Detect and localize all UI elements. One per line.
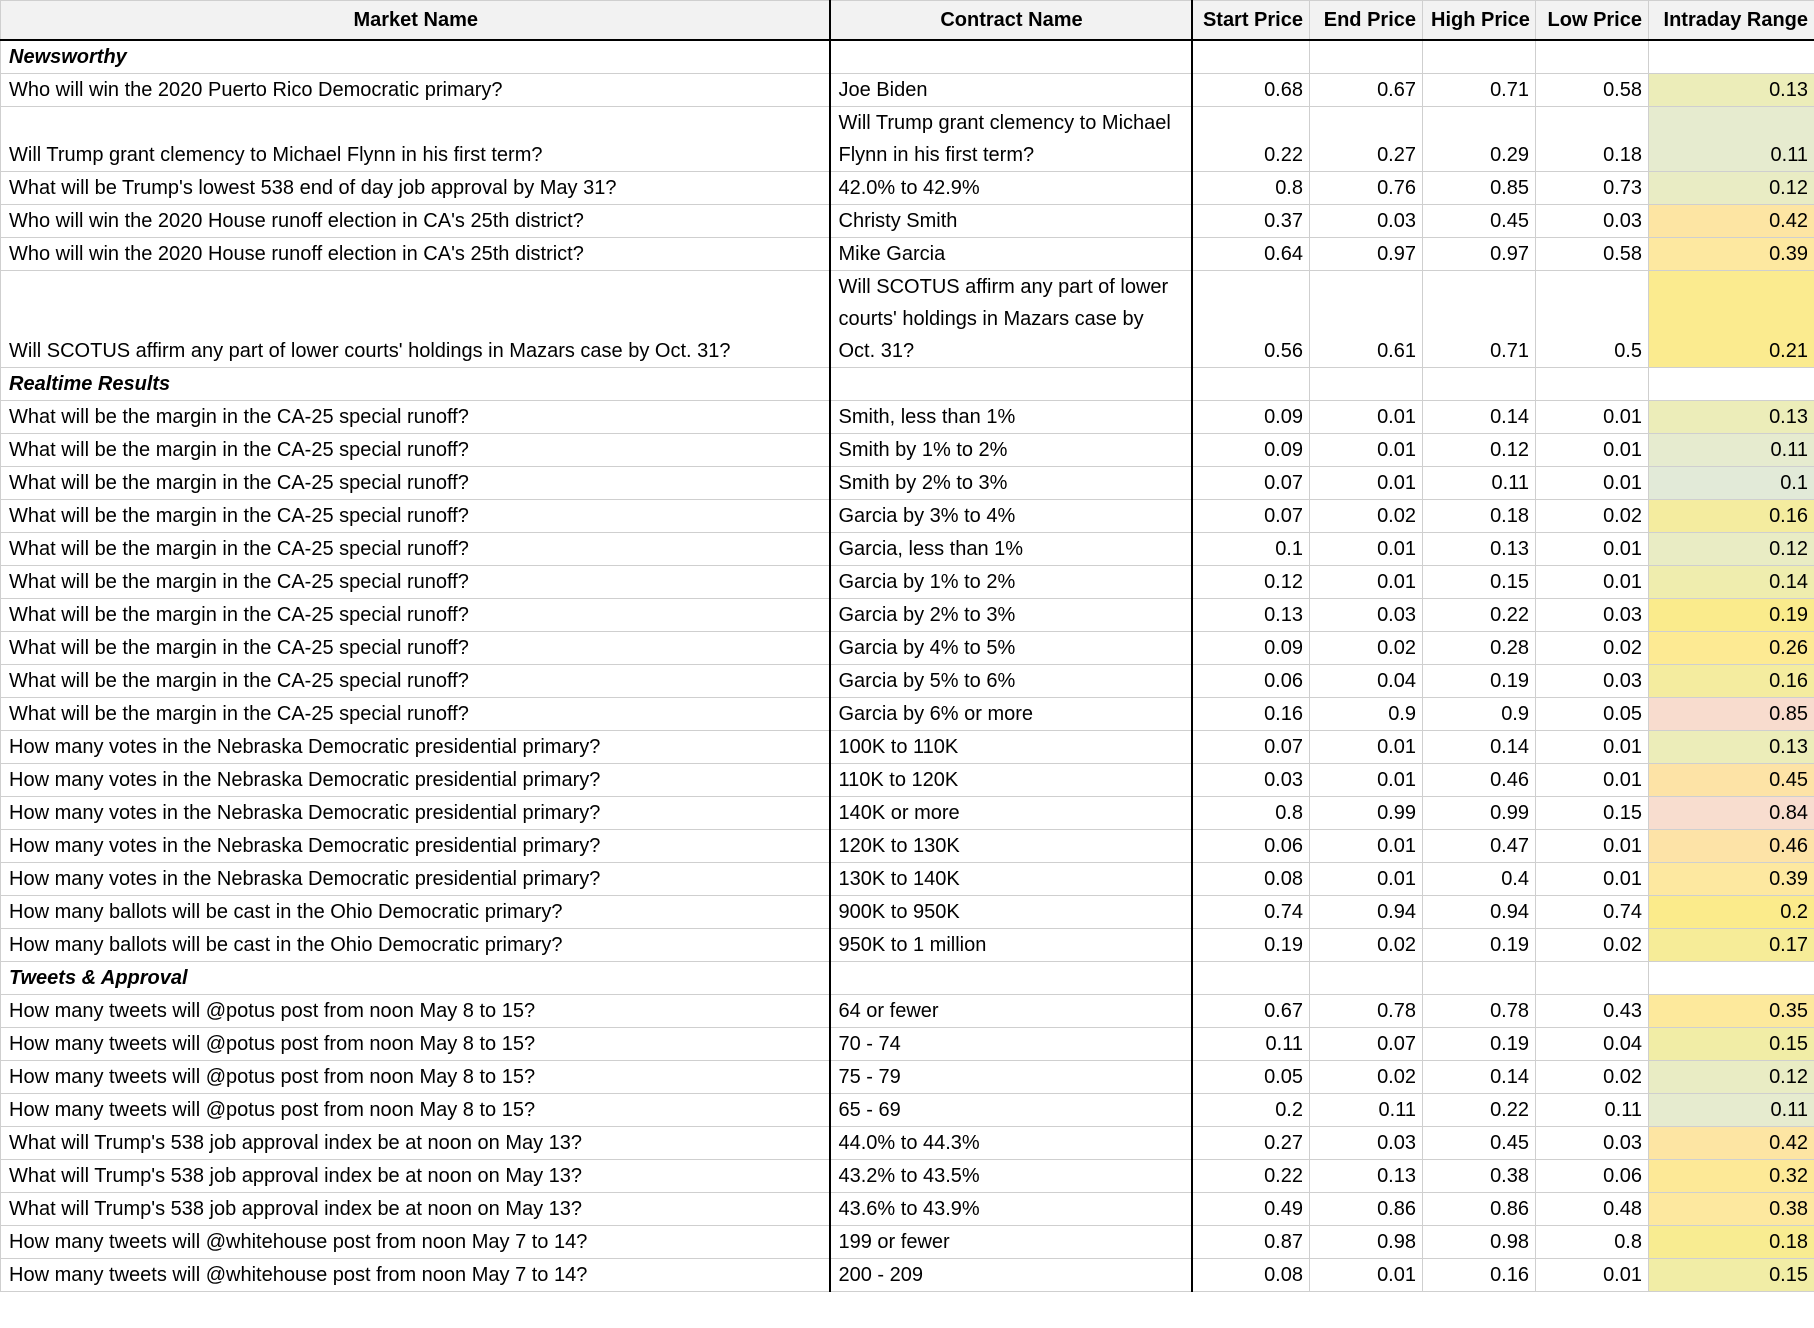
low-price-cell[interactable]: 0.8 <box>1536 1226 1649 1259</box>
table-row <box>1 74 1814 107</box>
contract-name-cell[interactable]: Garcia by 4% to 5% <box>830 632 1192 665</box>
market-name-cell[interactable]: What will be the margin in the CA-25 special runoff? <box>1 632 830 665</box>
market-name-cell[interactable]: What will be Trump's lowest 538 end of day job approval by May 31? <box>1 172 830 205</box>
low-price-cell[interactable]: 0.01 <box>1536 401 1649 434</box>
high-price-cell[interactable]: 0.19 <box>1423 929 1536 962</box>
section-header-row <box>1 40 1814 74</box>
contract-name-cell[interactable]: 140K or more <box>830 797 1192 830</box>
market-name-cell[interactable]: How many ballots will be cast in the Ohio Democratic primary? <box>1 929 830 962</box>
start-price-cell[interactable]: 0.8 <box>1192 172 1310 205</box>
header-start-price[interactable]: Start Price <box>1192 1 1310 41</box>
intraday-range-cell[interactable]: 0.42 <box>1649 205 1814 238</box>
intraday-range-cell[interactable]: 0.21 <box>1649 271 1814 368</box>
start-price-cell[interactable]: 0.68 <box>1192 74 1310 107</box>
intraday-range-cell[interactable]: 0.17 <box>1649 929 1814 962</box>
table-row <box>1 632 1814 665</box>
low-price-cell[interactable]: 0.03 <box>1536 599 1649 632</box>
table-row <box>1 566 1814 599</box>
contract-name-cell[interactable]: 199 or fewer <box>830 1226 1192 1259</box>
contract-name-cell[interactable]: 65 - 69 <box>830 1094 1192 1127</box>
high-price-cell[interactable]: 0.45 <box>1423 1127 1536 1160</box>
market-name-cell[interactable]: What will be the margin in the CA-25 special runoff? <box>1 467 830 500</box>
table-body <box>1 40 1814 1292</box>
low-price-cell[interactable]: 0.01 <box>1536 731 1649 764</box>
contract-name-cell[interactable]: Christy Smith <box>830 205 1192 238</box>
end-price-cell[interactable]: 0.02 <box>1310 929 1423 962</box>
market-name-cell[interactable]: How many tweets will @whitehouse post from noon May 7 to 14? <box>1 1226 830 1259</box>
table-row <box>1 1094 1814 1127</box>
start-price-cell[interactable]: 0.22 <box>1192 1160 1310 1193</box>
section-empty-cell[interactable] <box>1423 368 1536 401</box>
contract-name-cell[interactable]: Garcia by 2% to 3% <box>830 599 1192 632</box>
end-price-cell[interactable]: 0.78 <box>1310 995 1423 1028</box>
start-price-cell[interactable]: 0.07 <box>1192 731 1310 764</box>
contract-name-cell[interactable]: Garcia by 3% to 4% <box>830 500 1192 533</box>
start-price-cell[interactable]: 0.08 <box>1192 1259 1310 1292</box>
table-row <box>1 467 1814 500</box>
market-name-cell[interactable]: How many tweets will @potus post from noon May 8 to 15? <box>1 995 830 1028</box>
section-empty-cell[interactable] <box>1192 40 1310 74</box>
end-price-cell[interactable]: 0.01 <box>1310 533 1423 566</box>
high-price-cell[interactable]: 0.15 <box>1423 566 1536 599</box>
end-price-cell[interactable]: 0.01 <box>1310 830 1423 863</box>
section-empty-cell[interactable] <box>830 962 1192 995</box>
intraday-range-cell[interactable]: 0.84 <box>1649 797 1814 830</box>
market-name-cell[interactable]: How many votes in the Nebraska Democratic presidential primary? <box>1 731 830 764</box>
market-name-cell[interactable]: What will be the margin in the CA-25 special runoff? <box>1 434 830 467</box>
high-price-cell[interactable]: 0.85 <box>1423 172 1536 205</box>
start-price-cell[interactable]: 0.12 <box>1192 566 1310 599</box>
low-price-cell[interactable]: 0.05 <box>1536 698 1649 731</box>
intraday-range-cell[interactable]: 0.15 <box>1649 1028 1814 1061</box>
intraday-range-cell[interactable]: 0.14 <box>1649 566 1814 599</box>
intraday-range-cell[interactable]: 0.32 <box>1649 1160 1814 1193</box>
table-row <box>1 1061 1814 1094</box>
table-row <box>1 1127 1814 1160</box>
low-price-cell[interactable]: 0.15 <box>1536 797 1649 830</box>
start-price-cell[interactable]: 0.05 <box>1192 1061 1310 1094</box>
contract-name-cell[interactable]: 44.0% to 44.3% <box>830 1127 1192 1160</box>
market-name-cell[interactable]: What will be the margin in the CA-25 special runoff? <box>1 566 830 599</box>
intraday-range-cell[interactable]: 0.1 <box>1649 467 1814 500</box>
high-price-cell[interactable]: 0.22 <box>1423 599 1536 632</box>
contract-name-cell[interactable]: 43.2% to 43.5% <box>830 1160 1192 1193</box>
low-price-cell[interactable]: 0.01 <box>1536 467 1649 500</box>
start-price-cell[interactable]: 0.27 <box>1192 1127 1310 1160</box>
intraday-range-cell[interactable]: 0.38 <box>1649 1193 1814 1226</box>
table-row <box>1 434 1814 467</box>
intraday-range-cell[interactable]: 0.35 <box>1649 995 1814 1028</box>
contract-name-cell[interactable]: 120K to 130K <box>830 830 1192 863</box>
high-price-cell[interactable]: 0.86 <box>1423 1193 1536 1226</box>
header-row-group <box>1 1 1814 41</box>
end-price-cell[interactable]: 0.01 <box>1310 467 1423 500</box>
low-price-cell[interactable]: 0.48 <box>1536 1193 1649 1226</box>
section-empty-cell[interactable] <box>1310 368 1423 401</box>
header-end-price[interactable]: End Price <box>1310 1 1423 41</box>
market-name-cell[interactable]: How many votes in the Nebraska Democratic presidential primary? <box>1 797 830 830</box>
contract-name-cell[interactable]: Garcia by 1% to 2% <box>830 566 1192 599</box>
high-price-cell[interactable]: 0.16 <box>1423 1259 1536 1292</box>
table-row <box>1 1028 1814 1061</box>
end-price-cell[interactable]: 0.76 <box>1310 172 1423 205</box>
high-price-cell[interactable]: 0.13 <box>1423 533 1536 566</box>
end-price-cell[interactable]: 0.11 <box>1310 1094 1423 1127</box>
intraday-range-cell[interactable]: 0.16 <box>1649 665 1814 698</box>
end-price-cell[interactable]: 0.9 <box>1310 698 1423 731</box>
intraday-range-cell[interactable]: 0.12 <box>1649 533 1814 566</box>
low-price-cell[interactable]: 0.01 <box>1536 830 1649 863</box>
low-price-cell[interactable]: 0.03 <box>1536 205 1649 238</box>
low-price-cell[interactable]: 0.03 <box>1536 1127 1649 1160</box>
market-name-cell[interactable]: How many votes in the Nebraska Democratic presidential primary? <box>1 830 830 863</box>
high-price-cell[interactable]: 0.18 <box>1423 500 1536 533</box>
start-price-cell[interactable]: 0.09 <box>1192 401 1310 434</box>
end-price-cell[interactable]: 0.97 <box>1310 238 1423 271</box>
market-name-cell[interactable]: Will SCOTUS affirm any part of lower courts' holdings in Mazars case by Oct. 31? <box>1 271 830 368</box>
market-name-cell[interactable]: What will be the margin in the CA-25 special runoff? <box>1 698 830 731</box>
market-name-cell[interactable]: Who will win the 2020 House runoff election in CA's 25th district? <box>1 205 830 238</box>
low-price-cell[interactable]: 0.18 <box>1536 107 1649 172</box>
end-price-cell[interactable]: 0.02 <box>1310 1061 1423 1094</box>
market-name-cell[interactable]: How many tweets will @whitehouse post from noon May 7 to 14? <box>1 1259 830 1292</box>
contract-name-cell[interactable]: Smith by 2% to 3% <box>830 467 1192 500</box>
high-price-cell[interactable]: 0.22 <box>1423 1094 1536 1127</box>
contract-name-cell[interactable]: 64 or fewer <box>830 995 1192 1028</box>
intraday-range-cell[interactable]: 0.2 <box>1649 896 1814 929</box>
start-price-cell[interactable]: 0.19 <box>1192 929 1310 962</box>
section-empty-cell[interactable] <box>1423 40 1536 74</box>
end-price-cell[interactable]: 0.61 <box>1310 271 1423 368</box>
low-price-cell[interactable]: 0.58 <box>1536 74 1649 107</box>
contract-name-cell[interactable]: Smith by 1% to 2% <box>830 434 1192 467</box>
table-row <box>1 929 1814 962</box>
contract-name-cell[interactable]: Will SCOTUS affirm any part of lower courts' holdings in Mazars case by Oct. 31? <box>830 271 1192 368</box>
end-price-cell[interactable]: 0.86 <box>1310 1193 1423 1226</box>
high-price-cell[interactable]: 0.98 <box>1423 1226 1536 1259</box>
section-empty-cell[interactable] <box>1423 962 1536 995</box>
intraday-range-cell[interactable]: 0.46 <box>1649 830 1814 863</box>
section-title-cell[interactable]: Tweets & Approval <box>1 962 830 995</box>
contract-name-cell[interactable]: Garcia by 5% to 6% <box>830 665 1192 698</box>
start-price-cell[interactable]: 0.16 <box>1192 698 1310 731</box>
intraday-range-cell[interactable]: 0.42 <box>1649 1127 1814 1160</box>
section-empty-cell[interactable] <box>1649 40 1814 74</box>
section-empty-cell[interactable] <box>1310 962 1423 995</box>
table-row <box>1 731 1814 764</box>
market-name-cell[interactable]: How many votes in the Nebraska Democratic presidential primary? <box>1 764 830 797</box>
low-price-cell[interactable]: 0.73 <box>1536 172 1649 205</box>
table-row <box>1 698 1814 731</box>
section-empty-cell[interactable] <box>1536 368 1649 401</box>
high-price-cell[interactable]: 0.99 <box>1423 797 1536 830</box>
section-empty-cell[interactable] <box>830 368 1192 401</box>
intraday-range-cell[interactable]: 0.16 <box>1649 500 1814 533</box>
section-empty-cell[interactable] <box>1192 368 1310 401</box>
intraday-range-cell[interactable]: 0.11 <box>1649 1094 1814 1127</box>
low-price-cell[interactable]: 0.58 <box>1536 238 1649 271</box>
start-price-cell[interactable]: 0.06 <box>1192 830 1310 863</box>
low-price-cell[interactable]: 0.03 <box>1536 665 1649 698</box>
end-price-cell[interactable]: 0.99 <box>1310 797 1423 830</box>
table-row <box>1 500 1814 533</box>
end-price-cell[interactable]: 0.03 <box>1310 599 1423 632</box>
contract-name-cell[interactable]: Garcia by 6% or more <box>830 698 1192 731</box>
market-name-cell[interactable]: How many tweets will @potus post from noon May 8 to 15? <box>1 1028 830 1061</box>
intraday-range-cell[interactable]: 0.45 <box>1649 764 1814 797</box>
market-name-cell[interactable]: How many tweets will @potus post from noon May 8 to 15? <box>1 1094 830 1127</box>
end-price-cell[interactable]: 0.01 <box>1310 401 1423 434</box>
table-row <box>1 830 1814 863</box>
market-name-cell[interactable]: What will Trump's 538 job approval index be at noon on May 13? <box>1 1127 830 1160</box>
low-price-cell[interactable]: 0.01 <box>1536 764 1649 797</box>
market-name-cell[interactable]: What will be the margin in the CA-25 special runoff? <box>1 665 830 698</box>
start-price-cell[interactable]: 0.22 <box>1192 107 1310 172</box>
intraday-range-cell[interactable]: 0.13 <box>1649 401 1814 434</box>
section-empty-cell[interactable] <box>1649 962 1814 995</box>
market-name-cell[interactable]: How many votes in the Nebraska Democratic presidential primary? <box>1 863 830 896</box>
table-row <box>1 599 1814 632</box>
low-price-cell[interactable]: 0.02 <box>1536 632 1649 665</box>
high-price-cell[interactable]: 0.47 <box>1423 830 1536 863</box>
market-name-cell[interactable]: How many tweets will @potus post from noon May 8 to 15? <box>1 1061 830 1094</box>
table-row <box>1 896 1814 929</box>
contract-name-cell[interactable]: 70 - 74 <box>830 1028 1192 1061</box>
low-price-cell[interactable]: 0.5 <box>1536 271 1649 368</box>
table-row <box>1 401 1814 434</box>
high-price-cell[interactable]: 0.12 <box>1423 434 1536 467</box>
start-price-cell[interactable]: 0.8 <box>1192 797 1310 830</box>
high-price-cell[interactable]: 0.9 <box>1423 698 1536 731</box>
start-price-cell[interactable]: 0.1 <box>1192 533 1310 566</box>
low-price-cell[interactable]: 0.06 <box>1536 1160 1649 1193</box>
intraday-range-cell[interactable]: 0.12 <box>1649 172 1814 205</box>
end-price-cell[interactable]: 0.01 <box>1310 566 1423 599</box>
low-price-cell[interactable]: 0.01 <box>1536 863 1649 896</box>
high-price-cell[interactable]: 0.38 <box>1423 1160 1536 1193</box>
start-price-cell[interactable]: 0.67 <box>1192 995 1310 1028</box>
end-price-cell[interactable]: 0.01 <box>1310 1259 1423 1292</box>
market-name-cell[interactable]: How many ballots will be cast in the Ohio Democratic primary? <box>1 896 830 929</box>
intraday-range-cell[interactable]: 0.18 <box>1649 1226 1814 1259</box>
header-row <box>1 1 1814 41</box>
market-name-cell[interactable]: Will Trump grant clemency to Michael Flynn in his first term? <box>1 107 830 172</box>
start-price-cell[interactable]: 0.2 <box>1192 1094 1310 1127</box>
contract-name-cell[interactable]: Smith, less than 1% <box>830 401 1192 434</box>
contract-name-cell[interactable]: 43.6% to 43.9% <box>830 1193 1192 1226</box>
start-price-cell[interactable]: 0.64 <box>1192 238 1310 271</box>
table-row <box>1 1226 1814 1259</box>
start-price-cell[interactable]: 0.56 <box>1192 271 1310 368</box>
market-name-cell[interactable]: What will Trump's 538 job approval index be at noon on May 13? <box>1 1160 830 1193</box>
contract-name-cell[interactable]: 75 - 79 <box>830 1061 1192 1094</box>
low-price-cell[interactable]: 0.74 <box>1536 896 1649 929</box>
high-price-cell[interactable]: 0.94 <box>1423 896 1536 929</box>
start-price-cell[interactable]: 0.06 <box>1192 665 1310 698</box>
high-price-cell[interactable]: 0.11 <box>1423 467 1536 500</box>
start-price-cell[interactable]: 0.74 <box>1192 896 1310 929</box>
table-row <box>1 665 1814 698</box>
intraday-range-cell[interactable]: 0.11 <box>1649 107 1814 172</box>
high-price-cell[interactable]: 0.45 <box>1423 205 1536 238</box>
high-price-cell[interactable]: 0.97 <box>1423 238 1536 271</box>
table-row <box>1 1193 1814 1226</box>
market-name-cell[interactable]: What will be the margin in the CA-25 special runoff? <box>1 599 830 632</box>
start-price-cell[interactable]: 0.08 <box>1192 863 1310 896</box>
intraday-range-cell[interactable]: 0.26 <box>1649 632 1814 665</box>
table-row <box>1 863 1814 896</box>
contract-name-cell[interactable]: 900K to 950K <box>830 896 1192 929</box>
intraday-range-cell[interactable]: 0.13 <box>1649 731 1814 764</box>
low-price-cell[interactable]: 0.11 <box>1536 1094 1649 1127</box>
high-price-cell[interactable]: 0.19 <box>1423 665 1536 698</box>
high-price-cell[interactable]: 0.14 <box>1423 1061 1536 1094</box>
header-low-price[interactable]: Low Price <box>1536 1 1649 41</box>
contract-name-cell[interactable]: 200 - 209 <box>830 1259 1192 1292</box>
contract-name-cell[interactable]: Mike Garcia <box>830 238 1192 271</box>
high-price-cell[interactable]: 0.4 <box>1423 863 1536 896</box>
header-intraday-range[interactable]: Intraday Range <box>1649 1 1814 41</box>
start-price-cell[interactable]: 0.07 <box>1192 467 1310 500</box>
end-price-cell[interactable]: 0.01 <box>1310 731 1423 764</box>
low-price-cell[interactable]: 0.01 <box>1536 1259 1649 1292</box>
high-price-cell[interactable]: 0.46 <box>1423 764 1536 797</box>
low-price-cell[interactable]: 0.02 <box>1536 500 1649 533</box>
table-row <box>1 797 1814 830</box>
market-name-cell[interactable]: What will be the margin in the CA-25 special runoff? <box>1 533 830 566</box>
low-price-cell[interactable]: 0.01 <box>1536 566 1649 599</box>
section-empty-cell[interactable] <box>830 40 1192 74</box>
section-header-row <box>1 962 1814 995</box>
table-row <box>1 172 1814 205</box>
table-row <box>1 205 1814 238</box>
end-price-cell[interactable]: 0.27 <box>1310 107 1423 172</box>
low-price-cell[interactable]: 0.04 <box>1536 1028 1649 1061</box>
contract-name-cell[interactable]: 110K to 120K <box>830 764 1192 797</box>
intraday-range-cell[interactable]: 0.39 <box>1649 863 1814 896</box>
table-row <box>1 238 1814 271</box>
end-price-cell[interactable]: 0.03 <box>1310 1127 1423 1160</box>
high-price-cell[interactable]: 0.28 <box>1423 632 1536 665</box>
section-empty-cell[interactable] <box>1192 962 1310 995</box>
end-price-cell[interactable]: 0.02 <box>1310 500 1423 533</box>
intraday-range-cell[interactable]: 0.19 <box>1649 599 1814 632</box>
section-empty-cell[interactable] <box>1536 40 1649 74</box>
low-price-cell[interactable]: 0.02 <box>1536 1061 1649 1094</box>
market-name-cell[interactable]: What will be the margin in the CA-25 special runoff? <box>1 500 830 533</box>
intraday-range-cell[interactable]: 0.39 <box>1649 238 1814 271</box>
end-price-cell[interactable]: 0.67 <box>1310 74 1423 107</box>
market-name-cell[interactable]: What will Trump's 538 job approval index be at noon on May 13? <box>1 1193 830 1226</box>
contract-name-cell[interactable]: 130K to 140K <box>830 863 1192 896</box>
contract-name-cell[interactable]: Joe Biden <box>830 74 1192 107</box>
start-price-cell[interactable]: 0.03 <box>1192 764 1310 797</box>
start-price-cell[interactable]: 0.49 <box>1192 1193 1310 1226</box>
header-market-name[interactable]: Market Name <box>1 1 830 41</box>
end-price-cell[interactable]: 0.13 <box>1310 1160 1423 1193</box>
intraday-range-cell[interactable]: 0.15 <box>1649 1259 1814 1292</box>
start-price-cell[interactable]: 0.07 <box>1192 500 1310 533</box>
table-row <box>1 533 1814 566</box>
high-price-cell[interactable]: 0.29 <box>1423 107 1536 172</box>
intraday-range-cell[interactable]: 0.11 <box>1649 434 1814 467</box>
header-contract-name[interactable]: Contract Name <box>830 1 1192 41</box>
contract-name-cell[interactable]: Garcia, less than 1% <box>830 533 1192 566</box>
high-price-cell[interactable]: 0.71 <box>1423 271 1536 368</box>
end-price-cell[interactable]: 0.01 <box>1310 863 1423 896</box>
high-price-cell[interactable]: 0.14 <box>1423 401 1536 434</box>
end-price-cell[interactable]: 0.94 <box>1310 896 1423 929</box>
section-title-cell[interactable]: Realtime Results <box>1 368 830 401</box>
start-price-cell[interactable]: 0.09 <box>1192 434 1310 467</box>
end-price-cell[interactable]: 0.04 <box>1310 665 1423 698</box>
section-title-cell[interactable]: Newsworthy <box>1 40 830 74</box>
high-price-cell[interactable]: 0.78 <box>1423 995 1536 1028</box>
section-empty-cell[interactable] <box>1310 40 1423 74</box>
intraday-range-cell[interactable]: 0.85 <box>1649 698 1814 731</box>
end-price-cell[interactable]: 0.03 <box>1310 205 1423 238</box>
table-row <box>1 271 1814 368</box>
end-price-cell[interactable]: 0.98 <box>1310 1226 1423 1259</box>
end-price-cell[interactable]: 0.07 <box>1310 1028 1423 1061</box>
table-row <box>1 1160 1814 1193</box>
low-price-cell[interactable]: 0.01 <box>1536 533 1649 566</box>
section-empty-cell[interactable] <box>1536 962 1649 995</box>
market-name-cell[interactable]: Who will win the 2020 Puerto Rico Democratic primary? <box>1 74 830 107</box>
contract-name-cell[interactable]: Will Trump grant clemency to Michael Flynn in his first term? <box>830 107 1192 172</box>
table-row <box>1 764 1814 797</box>
end-price-cell[interactable]: 0.02 <box>1310 632 1423 665</box>
end-price-cell[interactable]: 0.01 <box>1310 764 1423 797</box>
start-price-cell[interactable]: 0.09 <box>1192 632 1310 665</box>
start-price-cell[interactable]: 0.87 <box>1192 1226 1310 1259</box>
high-price-cell[interactable]: 0.19 <box>1423 1028 1536 1061</box>
start-price-cell[interactable]: 0.11 <box>1192 1028 1310 1061</box>
contract-name-cell[interactable]: 100K to 110K <box>830 731 1192 764</box>
section-header-row <box>1 368 1814 401</box>
high-price-cell[interactable]: 0.14 <box>1423 731 1536 764</box>
market-name-cell[interactable]: Who will win the 2020 House runoff election in CA's 25th district? <box>1 238 830 271</box>
table-row <box>1 995 1814 1028</box>
intraday-range-cell[interactable]: 0.12 <box>1649 1061 1814 1094</box>
section-empty-cell[interactable] <box>1649 368 1814 401</box>
start-price-cell[interactable]: 0.13 <box>1192 599 1310 632</box>
low-price-cell[interactable]: 0.01 <box>1536 434 1649 467</box>
start-price-cell[interactable]: 0.37 <box>1192 205 1310 238</box>
intraday-range-cell[interactable]: 0.13 <box>1649 74 1814 107</box>
contract-name-cell[interactable]: 950K to 1 million <box>830 929 1192 962</box>
table-row <box>1 1259 1814 1292</box>
end-price-cell[interactable]: 0.01 <box>1310 434 1423 467</box>
table-row <box>1 107 1814 172</box>
low-price-cell[interactable]: 0.02 <box>1536 929 1649 962</box>
market-name-cell[interactable]: What will be the margin in the CA-25 special runoff? <box>1 401 830 434</box>
high-price-cell[interactable]: 0.71 <box>1423 74 1536 107</box>
contract-name-cell[interactable]: 42.0% to 42.9% <box>830 172 1192 205</box>
header-high-price[interactable]: High Price <box>1423 1 1536 41</box>
low-price-cell[interactable]: 0.43 <box>1536 995 1649 1028</box>
